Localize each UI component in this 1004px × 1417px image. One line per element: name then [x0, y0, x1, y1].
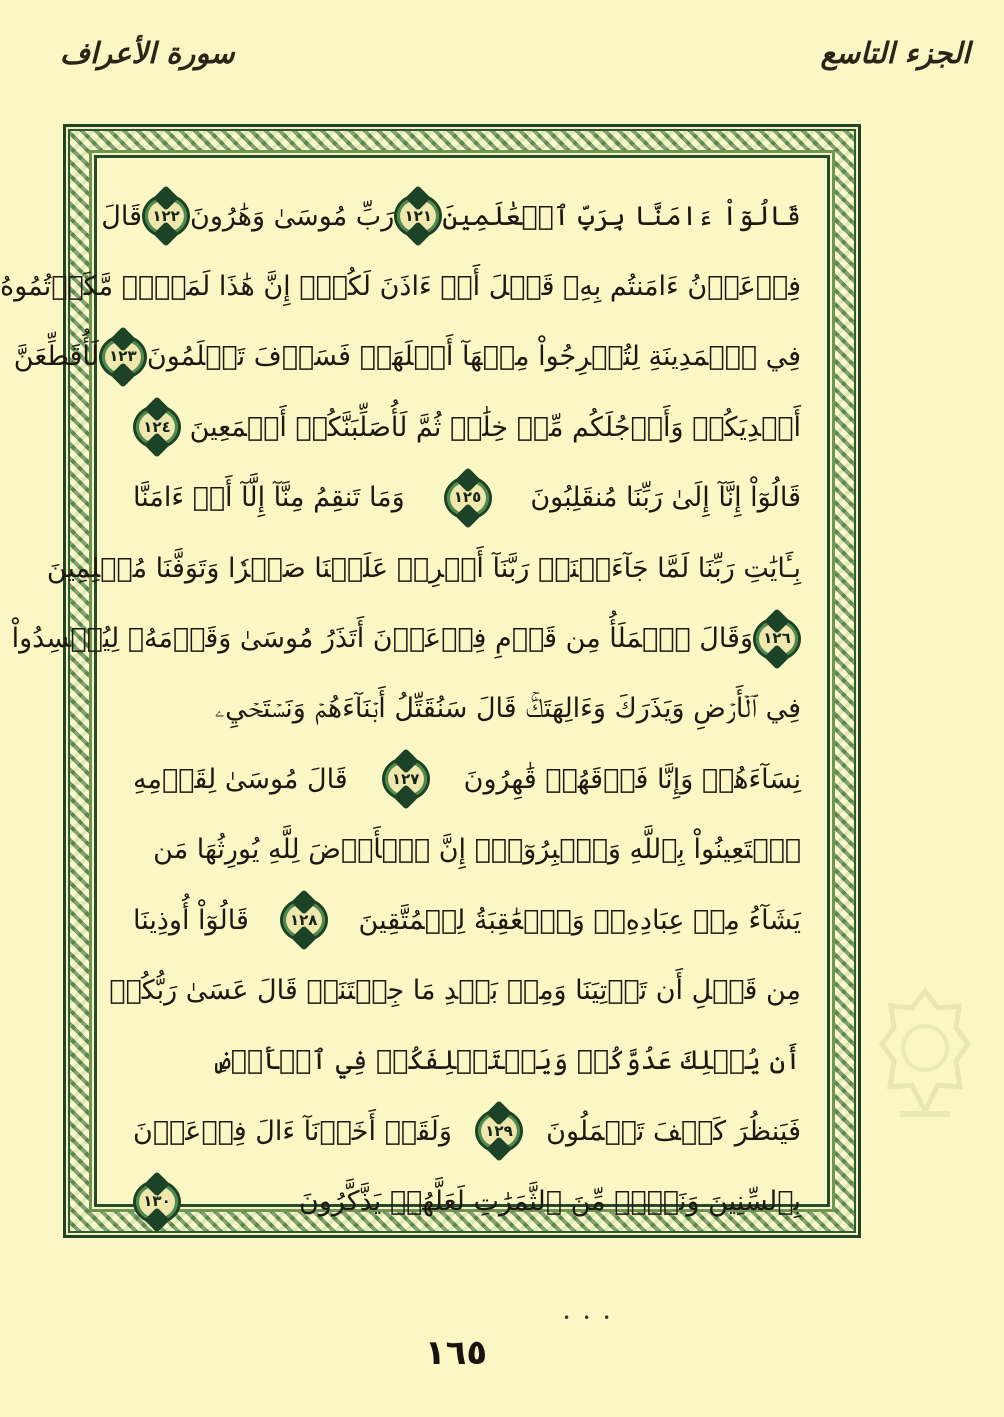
- ayah-number-marker: ١٢٥: [444, 476, 492, 520]
- verse-line: [11, 603, 801, 673]
- page-header: [60, 36, 974, 96]
- ayah-number-marker: ١٢٩: [475, 1109, 523, 1153]
- ayah-number-marker: ١٢٨: [280, 898, 328, 942]
- verse-line: [0, 251, 801, 321]
- verse-text: فِرۡعَوۡنُ ءَامَنتُم بِهِۦ قَبۡلَ أَنۡ ءَاذَنَ لَكُمۡۖ إِنَّ هَٰذَا لَمَكۡرٞ مَّكَرۡتُمُوهُ: [0, 271, 801, 303]
- verse-text: فَيَنظُرَ كَيۡفَ تَعۡمَلُونَ: [546, 1115, 801, 1147]
- verse-text: فِي ٱلۡمَدِينَةِ لِتُخۡرِجُواْ مِنۡهَآ أَهۡلَهَاۖ فَسَوۡفَ تَعۡلَمُونَ: [146, 341, 801, 373]
- verse-text: وَمَا تَنقِمُ مِنَّآ إِلَّآ أَنۡ ءَامَنَّا: [133, 482, 405, 514]
- verse-line: [133, 674, 801, 744]
- ayah-number-marker: ١٢٣: [99, 335, 147, 379]
- verse-text: يَشَآءُ مِنۡ عِبَادِهِۦۖ وَٱلۡعَٰقِبَةُ لِلۡمُتَّقِينَ: [358, 904, 801, 936]
- verse-line: [133, 392, 801, 462]
- page-number: ١٦٥: [424, 1333, 488, 1373]
- verse-text: رَبِّ مُوسَىٰ وَهَٰرُونَ: [190, 200, 395, 232]
- ayah-number-marker: ١٢٤: [133, 405, 181, 449]
- juz-title: الجزء التاسع: [820, 36, 970, 70]
- verse-line: [46, 533, 801, 603]
- verse-text: أَن يُهۡلِكَ عَدُوَّكُمۡ وَيَسۡتَخۡلِفَكُمۡ فِي ٱلۡأَرۡضِ: [214, 1045, 801, 1077]
- verse-line: [13, 322, 801, 392]
- verse-text: وَلَقَدۡ أَخَذۡنَآ ءَالَ فِرۡعَوۡنَ: [133, 1115, 452, 1147]
- verse-line: [133, 1096, 801, 1166]
- verse-text: قَالُوٓاْ ءَامَنَّا بِرَبِّ ٱلۡعَٰلَمِينَ: [442, 200, 801, 232]
- verse-line: [133, 463, 801, 533]
- verse-text: لَأُقَطِّعَنَّ: [13, 341, 99, 373]
- verse-line: [101, 181, 801, 251]
- verse-line: [133, 744, 801, 814]
- ayah-number-marker: ١٣٠: [133, 1180, 181, 1224]
- ayah-number-marker: ١٢٦: [753, 617, 801, 661]
- verse-text: قَالُوٓاْ إِنَّآ إِلَىٰ رَبِّنَا مُنقَلِبُونَ: [530, 482, 801, 514]
- verse-lines-container: [0, 181, 801, 1218]
- ayah-number-marker: ١٢١: [394, 194, 442, 238]
- surah-title: سورة الأعراف: [60, 36, 235, 70]
- verse-text: فِي ٱلۡأَرۡضِ وَيَذَرَكَ وَءَالِهَتَكَۚ قَالَ سَنُقَتِّلُ أَبۡنَآءَهُمۡ وَنَسۡتَحۡيِۦ: [214, 693, 801, 725]
- ornamental-page-frame: [0, 124, 861, 1238]
- verse-text: مِن قَبۡلِ أَن تَأۡتِيَنَا وَمِنۢ بَعۡدِ مَا جِئۡتَنَاۚ قَالَ عَسَىٰ رَبُّكُمۡ: [109, 974, 801, 1006]
- verse-text: ٱسۡتَعِينُواْ بِٱللَّهِ وَٱصۡبِرُوٓاْۖ إِنَّ ٱلۡأَرۡضَ لِلَّهِ يُورِثُهَا مَن: [153, 834, 801, 866]
- verse-text: وَقَالَ ٱلۡمَلَأُ مِن قَوۡمِ فِرۡعَوۡنَ أَتَذَرُ مُوسَىٰ وَقَوۡمَهُۥ لِيُفۡسِدُواْ: [11, 623, 753, 655]
- verse-line: [133, 1166, 801, 1236]
- verse-text: بِـَٔايَٰتِ رَبِّنَا لَمَّا جَآءَتۡنَاۚ رَبَّنَآ أَفۡرِغۡ عَلَيۡنَا صَبۡرٗا وَتَوَفَّنَا مُسۡلِمِينَ: [46, 552, 801, 584]
- verse-text: نِسَآءَهُمۡ وَإِنَّا فَوۡقَهُمۡ قَٰهِرُونَ: [463, 763, 801, 795]
- quran-text-panel: [0, 155, 830, 1218]
- ayah-number-marker: ١٢٧: [382, 757, 430, 801]
- verse-line: [133, 885, 801, 955]
- verse-text: قَالَ: [101, 200, 143, 232]
- verse-line: [133, 1026, 801, 1096]
- verse-text: قَالَ مُوسَىٰ لِقَوۡمِهِ: [133, 763, 348, 795]
- verse-line: [133, 815, 801, 885]
- page-bottom-dots: •••: [563, 1311, 624, 1325]
- ayah-number-marker: ١٢٢: [142, 194, 190, 238]
- verse-line: [109, 955, 801, 1025]
- faded-margin-ornament-icon: [880, 986, 970, 1131]
- verse-text: أَيۡدِيَكُمۡ وَأَرۡجُلَكُم مِّنۡ خِلَٰفٖ ثُمَّ لَأُصَلِّبَنَّكُمۡ أَجۡمَعِينَ: [189, 411, 801, 443]
- verse-text: قَالُوٓاْ أُوذِينَا: [133, 904, 249, 936]
- verse-text: بِٱلسِّنِينَ وَنَقۡصٖ مِّنَ ٱلثَّمَرَٰتِ لَعَلَّهُمۡ يَذَّكَّرُونَ: [298, 1186, 801, 1218]
